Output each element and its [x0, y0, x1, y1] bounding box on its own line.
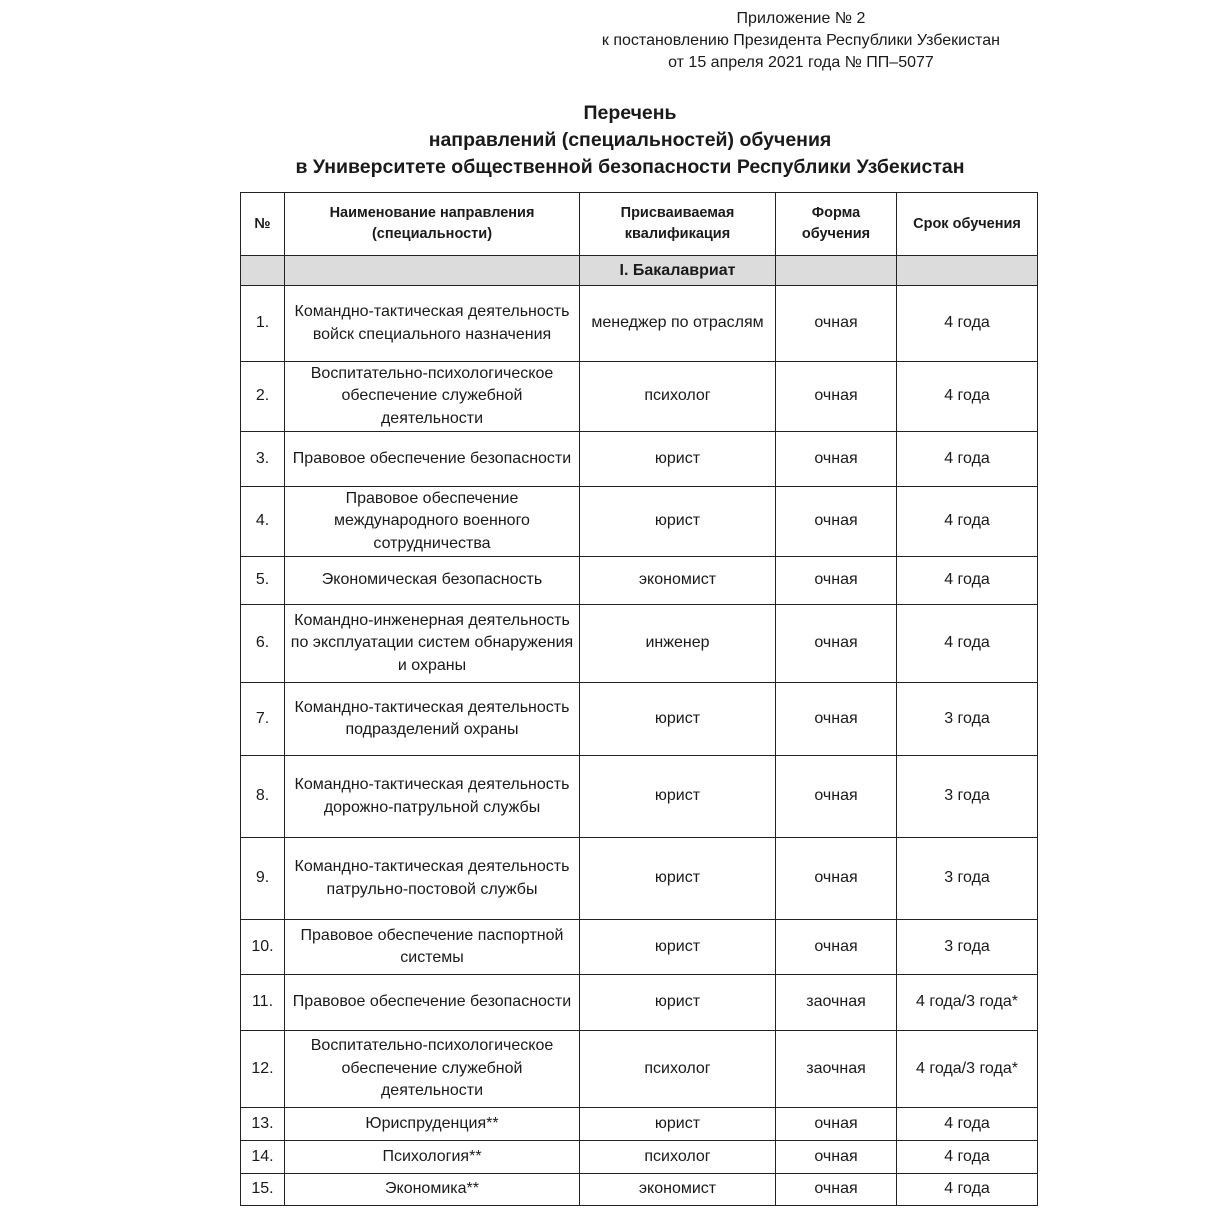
specialty-name: Правовое обеспечение безопасности	[285, 975, 580, 1031]
table-row	[241, 1108, 1038, 1141]
header-qualification: Присваиваемая квалификация	[580, 193, 776, 256]
section-empty-cell	[897, 256, 1038, 286]
section-empty-cell	[285, 256, 580, 286]
study-duration: 3 года	[897, 683, 1038, 756]
specialty-name: Психология**	[285, 1141, 580, 1174]
qualification: психолог	[580, 362, 776, 432]
qualification: менеджер по отраслям	[580, 286, 776, 362]
study-form: очная	[776, 683, 897, 756]
row-number: 6.	[241, 605, 285, 683]
study-form: очная	[776, 920, 897, 975]
qualification: юрист	[580, 1108, 776, 1141]
study-form: очная	[776, 557, 897, 605]
row-number: 1.	[241, 286, 285, 362]
annex-header	[602, 8, 1000, 74]
annex-line-1: Приложение № 2	[736, 10, 866, 27]
study-form: заочная	[776, 975, 897, 1031]
row-number: 3.	[241, 432, 285, 487]
row-number: 14.	[241, 1141, 285, 1174]
specialty-name: Командно-тактическая деятельность войск специального назначения	[285, 286, 580, 362]
table-row	[241, 286, 1038, 362]
study-duration: 3 года	[897, 756, 1038, 838]
qualification: психолог	[580, 1141, 776, 1174]
table-row	[241, 605, 1038, 683]
table-header-row	[241, 193, 1038, 256]
qualification: юрист	[580, 487, 776, 557]
qualification: юрист	[580, 432, 776, 487]
qualification: экономист	[580, 1174, 776, 1206]
study-form: очная	[776, 487, 897, 557]
qualification: юрист	[580, 838, 776, 920]
table-row	[241, 487, 1038, 557]
study-form: очная	[776, 1108, 897, 1141]
study-form: очная	[776, 432, 897, 487]
row-number: 12.	[241, 1031, 285, 1108]
specialties-table	[240, 192, 1038, 1206]
study-duration: 4 года/3 года*	[897, 1031, 1038, 1108]
study-form: очная	[776, 362, 897, 432]
study-form: очная	[776, 1174, 897, 1206]
table-row	[241, 432, 1038, 487]
study-duration: 4 года	[897, 487, 1038, 557]
row-number: 8.	[241, 756, 285, 838]
qualification: юрист	[580, 920, 776, 975]
study-duration: 3 года	[897, 920, 1038, 975]
header-name: Наименование направления (специальности)	[285, 193, 580, 256]
study-duration: 4 года	[897, 432, 1038, 487]
table-row	[241, 975, 1038, 1031]
section-empty-cell	[776, 256, 897, 286]
qualification: экономист	[580, 557, 776, 605]
section-empty-cell	[241, 256, 285, 286]
table-row	[241, 1031, 1038, 1108]
table-row	[241, 362, 1038, 432]
study-form: заочная	[776, 1031, 897, 1108]
qualification: юрист	[580, 975, 776, 1031]
row-number: 4.	[241, 487, 285, 557]
qualification: инженер	[580, 605, 776, 683]
header-duration: Срок обучения	[897, 193, 1038, 256]
annex-line-3: от 15 апреля 2021 года № ПП–5077	[668, 54, 934, 71]
table-row	[241, 838, 1038, 920]
specialty-name: Правовое обеспечение безопасности	[285, 432, 580, 487]
row-number: 13.	[241, 1108, 285, 1141]
study-form: очная	[776, 756, 897, 838]
study-form: очная	[776, 1141, 897, 1174]
section-label: I. Бакалавриат	[580, 256, 776, 286]
study-duration: 4 года	[897, 286, 1038, 362]
table-row	[241, 920, 1038, 975]
annex-line-2: к постановлению Президента Республики Узбекистан	[601, 32, 1000, 49]
table-row	[241, 557, 1038, 605]
qualification: юрист	[580, 756, 776, 838]
section-row	[241, 256, 1038, 286]
table-row	[241, 1174, 1038, 1206]
study-duration: 4 года	[897, 362, 1038, 432]
table-row	[241, 756, 1038, 838]
specialty-name: Экономика**	[285, 1174, 580, 1206]
specialty-name: Командно-тактическая деятельность подразделений охраны	[285, 683, 580, 756]
specialty-name: Командно-тактическая деятельность дорожно-патрульной службы	[285, 756, 580, 838]
study-duration: 4 года	[897, 557, 1038, 605]
row-number: 9.	[241, 838, 285, 920]
title-line-3: в Университете общественной безопасности Республики Узбекистан	[295, 156, 965, 178]
row-number: 10.	[241, 920, 285, 975]
specialty-name: Юриспруденция**	[285, 1108, 580, 1141]
row-number: 7.	[241, 683, 285, 756]
row-number: 11.	[241, 975, 285, 1031]
title-line-2: направлений (специальностей) обучения	[428, 129, 832, 151]
table-row	[241, 1141, 1038, 1174]
specialty-name: Командно-инженерная деятельность по эксплуатации систем обнаружения и охраны	[285, 605, 580, 683]
study-duration: 3 года	[897, 838, 1038, 920]
study-form: очная	[776, 838, 897, 920]
specialty-name: Правовое обеспечение паспортной системы	[285, 920, 580, 975]
specialty-name: Воспитательно-психологическое обеспечение служебной деятельности	[285, 1031, 580, 1108]
specialty-name: Воспитательно-психологическое обеспечение служебной деятельности	[285, 362, 580, 432]
study-form: очная	[776, 286, 897, 362]
study-duration: 4 года	[897, 1174, 1038, 1206]
study-duration: 4 года/3 года*	[897, 975, 1038, 1031]
row-number: 2.	[241, 362, 285, 432]
specialty-name: Правовое обеспечение международного военного сотрудничества	[285, 487, 580, 557]
title-line-1: Перечень	[583, 102, 677, 124]
study-form: очная	[776, 605, 897, 683]
study-duration: 4 года	[897, 1141, 1038, 1174]
document-title	[240, 100, 1020, 181]
qualification: юрист	[580, 683, 776, 756]
qualification: психолог	[580, 1031, 776, 1108]
study-duration: 4 года	[897, 605, 1038, 683]
study-duration: 4 года	[897, 1108, 1038, 1141]
specialty-name: Экономическая безопасность	[285, 557, 580, 605]
header-form: Форма обучения	[776, 193, 897, 256]
row-number: 5.	[241, 557, 285, 605]
specialty-name: Командно-тактическая деятельность патрульно-постовой службы	[285, 838, 580, 920]
header-num: №	[241, 193, 285, 256]
row-number: 15.	[241, 1174, 285, 1206]
table-row	[241, 683, 1038, 756]
